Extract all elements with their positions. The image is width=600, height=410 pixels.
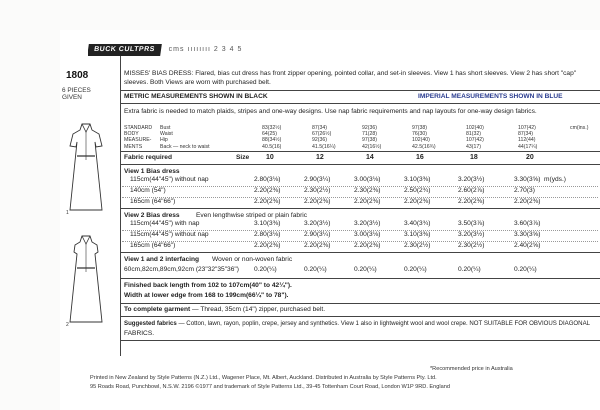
fabric-required-label: Fabric required bbox=[124, 154, 173, 161]
divider bbox=[120, 303, 600, 304]
std-cell: 40.5(16) bbox=[262, 143, 282, 150]
std-cell: 88(34½) bbox=[262, 137, 282, 144]
std-cell: 102(40) bbox=[412, 137, 430, 144]
table-cell: 3.20(3½) bbox=[354, 220, 381, 227]
row-label: 115cm(44"45") without nap bbox=[130, 176, 209, 183]
table-cell: 0.20(¼) bbox=[254, 266, 277, 273]
table-cell: 3.10(3⅜) bbox=[254, 220, 281, 227]
std-body-rows: Bust Waist Hip Back — neck to waist bbox=[160, 125, 210, 150]
table-cell: 2.20(2⅜) bbox=[514, 198, 541, 205]
std-cell: 44(17¼) bbox=[518, 143, 538, 150]
divider bbox=[120, 278, 600, 279]
table-cell: 3.20(3½) bbox=[304, 220, 331, 227]
table-cell: 2.20(2⅜) bbox=[254, 187, 281, 194]
description: MISSES' BIAS DRESS: Flared, bias cut dress has front zipper opening, pointed collar, and set-in sleeves. View 1 has short sleeves. View 2 has short "cap" sleeves. Both Views are worn with purchased belt. bbox=[124, 70, 577, 86]
table-cell: 3.10(3⅜) bbox=[404, 231, 431, 238]
std-cell: 42(16½) bbox=[362, 143, 382, 150]
size-header: 20 bbox=[526, 154, 534, 161]
std-cell: 64(25) bbox=[262, 131, 277, 138]
ruler-text: cms ıııııııı 2 3 4 5 bbox=[168, 46, 243, 53]
table-cell: 2.20(2⅜) bbox=[254, 198, 281, 205]
table-cell: 2.20(2⅜) bbox=[354, 198, 381, 205]
table-cell: 0.20(¼) bbox=[404, 266, 427, 273]
table-cell: 2.30(2½) bbox=[404, 242, 431, 249]
row-label: 115cm(44"45") without nap bbox=[130, 231, 209, 238]
view2-note: Even lengthwise striped or plain fabric bbox=[196, 212, 308, 219]
std-cell: 83(32½) bbox=[262, 125, 282, 131]
row-label: 165cm (64"66") bbox=[130, 242, 176, 249]
divider bbox=[120, 316, 600, 317]
table-cell: 3.20(3½) bbox=[458, 176, 485, 183]
table-cell: 2.80(3⅛) bbox=[254, 231, 281, 238]
std-cell: 107(42) bbox=[466, 137, 484, 144]
table-cell: 2.60(2⅞) bbox=[458, 187, 485, 194]
view1-sketch bbox=[62, 120, 110, 216]
table-cell: 3.40(3¾) bbox=[404, 220, 431, 227]
table-cell: 2.50(2¾) bbox=[404, 187, 431, 194]
divider bbox=[120, 90, 600, 91]
row-label: 60cm,82cm,89cm,92cm (23"32"35"36") bbox=[124, 266, 239, 273]
std-cell: 97(38) bbox=[412, 125, 427, 131]
divider bbox=[120, 208, 600, 209]
pieces-given: 6 PIECES GIVEN bbox=[62, 87, 91, 102]
table-cell: 2.90(3¼) bbox=[304, 176, 331, 183]
view2-sketch bbox=[62, 232, 110, 328]
sketch-label-1: 1 bbox=[66, 210, 69, 216]
divider bbox=[120, 164, 600, 165]
view1-title: View 1 Bias dress bbox=[124, 168, 180, 175]
std-cell: 42.5(16¾) bbox=[412, 143, 436, 150]
table-cell: 0.20(¼) bbox=[458, 266, 481, 273]
std-cell: 97(38) bbox=[362, 137, 377, 144]
row-label: 165cm (64"66") bbox=[130, 198, 176, 205]
std-cell: 71(28) bbox=[362, 131, 377, 138]
table-cell: 3.10(3⅜) bbox=[404, 176, 431, 183]
size-header: 16 bbox=[416, 154, 424, 161]
sketch-label-2: 2 bbox=[66, 322, 69, 328]
suggested-fabrics-cont: FABRICS. bbox=[124, 330, 155, 337]
top-strip bbox=[88, 44, 600, 56]
std-cell: 107(42) bbox=[518, 125, 536, 131]
complete-garment: To complete garment — Thread, 35cm (14") zipper, purchased belt. bbox=[124, 306, 326, 313]
divider bbox=[120, 103, 600, 104]
row-label: 115cm(44"45") with nap bbox=[130, 220, 200, 227]
row-label: 140cm (54") bbox=[130, 187, 166, 194]
table-cell: 2.20(2⅜) bbox=[304, 242, 331, 249]
std-cell: 112(44) bbox=[518, 137, 536, 144]
std-cell: 87(34) bbox=[518, 131, 533, 138]
table-cell: 2.30(2⅜) bbox=[354, 187, 381, 194]
std-body-labels: STANDARD BODY MEASURE- MENTS bbox=[124, 125, 153, 150]
table-cell: 2.20(2⅜) bbox=[354, 242, 381, 249]
recommended-price: *Recommended price in Australia bbox=[430, 366, 513, 372]
table-cell: 2.20(2⅜) bbox=[304, 198, 331, 205]
table-cell: 3.50(3⅞) bbox=[458, 220, 485, 227]
width-lower-edge: Width at lower edge from 168 to 199cm(66¼" to 78"). bbox=[124, 292, 289, 299]
table-cell: 3.30(3⅝) bbox=[514, 231, 541, 238]
printed-line-2: 95 Roads Road, Punchbowl, N.S.W. 2196 ©1977 and trademark of Style Patterns Ltd., 39-45 Tottenham Court Road, London W1P 9RD. England bbox=[90, 384, 450, 390]
interfacing-title: View 1 and 2 interfacing bbox=[124, 256, 199, 263]
std-cell: 87(34) bbox=[312, 125, 327, 131]
suggested-fabrics: Suggested fabrics — Cotton, lawn, rayon, poplin, crepe, jersey and synthetics. View 1 also in lightweight wool and wool crepe. NOT SUITABLE FOR OBVIOUS DIAGONAL bbox=[124, 320, 591, 327]
std-cell: 102(40) bbox=[466, 125, 484, 131]
table-cell: 0.20(¼) bbox=[354, 266, 377, 273]
std-cell: 43(17) bbox=[466, 143, 481, 150]
table-cell: 0.20(¼) bbox=[304, 266, 327, 273]
pattern-number: 1808 bbox=[66, 70, 89, 81]
table-cell: 2.70(3) bbox=[514, 187, 535, 194]
size-label: Size bbox=[236, 154, 250, 161]
brand-strip: BUCK CULTPRS bbox=[88, 44, 162, 56]
divider bbox=[120, 340, 600, 341]
table-cell: 2.20(2⅜) bbox=[458, 198, 485, 205]
table-cell: 2.20(2⅜) bbox=[254, 242, 281, 249]
std-cell: 76(30) bbox=[412, 131, 427, 138]
std-cell: 67(26½) bbox=[312, 131, 332, 138]
size-header: 18 bbox=[470, 154, 478, 161]
size-header: 12 bbox=[316, 154, 324, 161]
imperial-header: IMPERIAL MEASUREMENTS SHOWN IN BLUE bbox=[418, 93, 563, 100]
std-cell: 92(36) bbox=[312, 137, 327, 144]
table-cell: 2.30(2½) bbox=[304, 187, 331, 194]
divider bbox=[120, 252, 600, 253]
printed-line-1: Printed in New Zealand by Style Patterns (N.Z.) Ltd., Wagener Place, Mt. Albert, Auckland. Distributed in Australia by Style Patterns Pty. Ltd. bbox=[90, 375, 437, 381]
table-cell: 2.80(3⅛) bbox=[254, 176, 281, 183]
table-cell: 3.30(3⅝) bbox=[514, 176, 541, 183]
table-cell: 2.90(3¼) bbox=[304, 231, 331, 238]
interfacing-note: Woven or non-woven fabric bbox=[212, 256, 293, 263]
unit-label: m(yds.) bbox=[544, 176, 566, 183]
table-cell: 3.00(3⅛) bbox=[354, 231, 381, 238]
extra-fabric-note: Extra fabric is needed to match plaids, stripes and one-way designs. Use nap fabric requirements and nap layouts for one-way design fabrics. bbox=[124, 108, 537, 115]
std-cell: 81(32) bbox=[466, 131, 481, 138]
metric-header: METRIC MEASUREMENTS SHOWN IN BLACK bbox=[124, 93, 268, 100]
table-cell: 3.60(3⅞) bbox=[514, 220, 541, 227]
size-header: 14 bbox=[366, 154, 374, 161]
table-cell: 2.40(2⅝) bbox=[514, 242, 541, 249]
table-cell: 3.00(3⅛) bbox=[354, 176, 381, 183]
table-cell: 2.20(2⅜) bbox=[404, 198, 431, 205]
finished-back-length: Finished back length from 102 to 107cm(40" to 42¼"). bbox=[124, 282, 292, 289]
size-header: 10 bbox=[266, 154, 274, 161]
std-cell: 92(36) bbox=[362, 125, 377, 131]
divider bbox=[120, 151, 600, 152]
std-cell: 41.5(16¼) bbox=[312, 143, 336, 150]
table-cell: 2.30(2½) bbox=[458, 242, 485, 249]
view2-title: View 2 Bias dress bbox=[124, 212, 180, 219]
table-cell: 3.20(3½) bbox=[458, 231, 485, 238]
std-cell: cm(ins.) bbox=[570, 125, 589, 131]
table-cell: 0.20(¼) bbox=[514, 266, 537, 273]
